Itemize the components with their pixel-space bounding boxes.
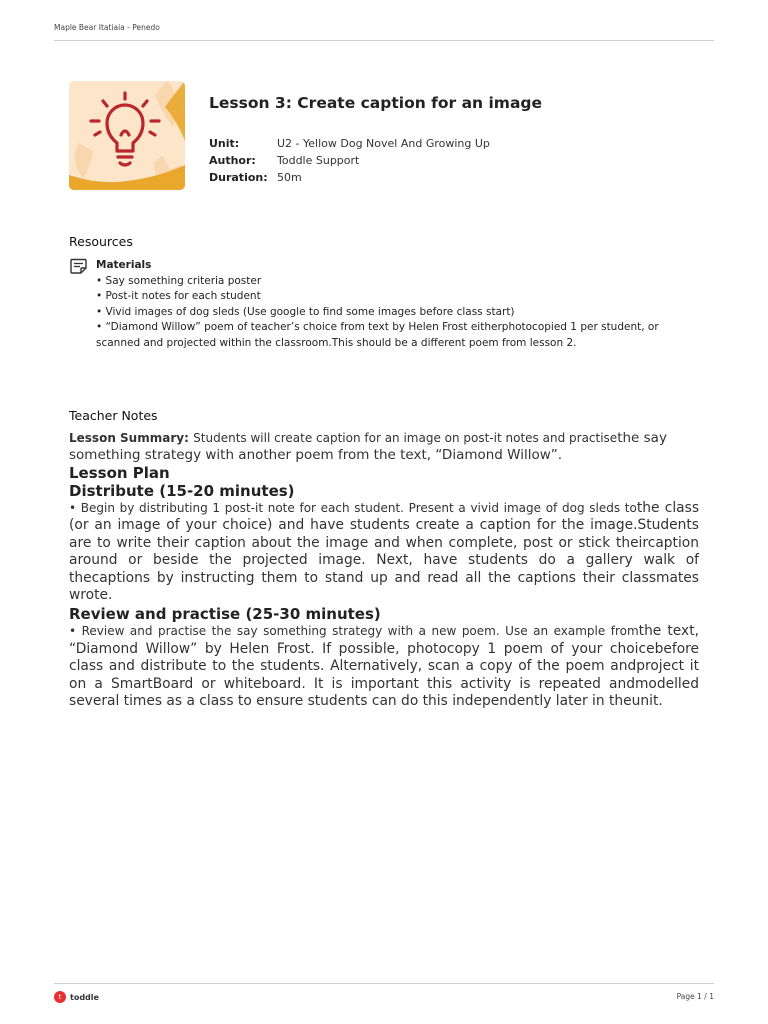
header-divider — [54, 40, 714, 41]
author-row — [209, 154, 490, 171]
material-item: • Post-it notes for each student — [96, 290, 261, 303]
material-item: • “Diamond Willow” poem of teacher’s choice from text by Helen Frost eitherphotocopied 1 per student, or scanned and projected within the classroom.This should be a different poem from lesson 2. — [96, 321, 659, 349]
author-value: Toddle Support — [277, 154, 360, 167]
duration-label: Duration: — [209, 171, 268, 184]
summary-text-cont: the say something strategy with another poem from the text, “Diamond Willow”. — [69, 430, 667, 463]
review-heading: Review and practise (25-30 minutes) — [69, 605, 381, 624]
review-text — [69, 623, 699, 710]
school-name: Maple Bear Itatiaia - Penedo — [54, 23, 160, 32]
unit-value: U2 - Yellow Dog Novel And Growing Up — [277, 137, 490, 150]
review-text-cont: the text, “Diamond Willow” by Helen Frost. If possible, photocopy 1 poem of your choicebefore class and distribute to the students. Alternatively, scan a copy of the poem andproject it on a SmartBoard or whiteboard. It is important this activity is repeated andmodelled several times as a class to ensure students can do this independently later in theunit. — [69, 623, 699, 710]
distribute-heading: Distribute (15-20 minutes) — [69, 482, 295, 500]
summary-label: Lesson Summary: — [69, 431, 189, 445]
distribute-text-cont: the class (or an image of your choice) and have students create a caption for the image.Students are to write their caption about the image and when complete, post or stick theircaption around or beside the projected image. Next, have students do a gallery walk of thecaptions by instructing them to stand up and read all the captions their classmates wrote. — [69, 500, 700, 604]
distribute-text-start: • Begin by distributing 1 post-it note for each student. Present a vivid image of dog sleds to — [69, 501, 637, 515]
toddle-logo-icon: t — [54, 991, 66, 1003]
teacher-notes-heading: Teacher Notes — [69, 408, 158, 423]
lesson-plan-heading: Lesson Plan — [69, 464, 170, 482]
review-text-start: • Review and practise the say something strategy with a new poem. Use an example from — [69, 624, 639, 639]
lesson-title: Lesson 3: Create caption for an image — [209, 94, 543, 112]
summary-text: Students will create caption for an image on post-it notes and practise — [193, 431, 618, 445]
unit-label: Unit: — [209, 137, 240, 150]
resources-heading: Resources — [69, 234, 133, 249]
author-label: Author: — [209, 154, 256, 167]
lesson-thumbnail — [69, 81, 185, 190]
footer-divider — [54, 983, 714, 984]
unit-row — [209, 137, 490, 154]
page-number: Page 1 / 1 — [676, 992, 714, 1001]
material-item: • Vivid images of dog sleds (Use google to find some images before class start) — [96, 305, 515, 318]
lesson-meta — [209, 137, 490, 188]
materials-heading: Materials — [96, 259, 152, 271]
material-item: • Say something criteria poster — [96, 274, 262, 287]
duration-value: 50m — [277, 171, 302, 184]
toddle-logo — [54, 991, 99, 1003]
duration-row — [209, 171, 490, 188]
lesson-summary — [69, 430, 699, 464]
lightbulb-icon — [69, 81, 185, 190]
note-icon — [70, 258, 87, 274]
teacher-notes — [69, 430, 699, 710]
materials-list — [96, 258, 696, 352]
brand-name: toddle — [70, 992, 99, 1002]
distribute-text — [69, 500, 699, 604]
